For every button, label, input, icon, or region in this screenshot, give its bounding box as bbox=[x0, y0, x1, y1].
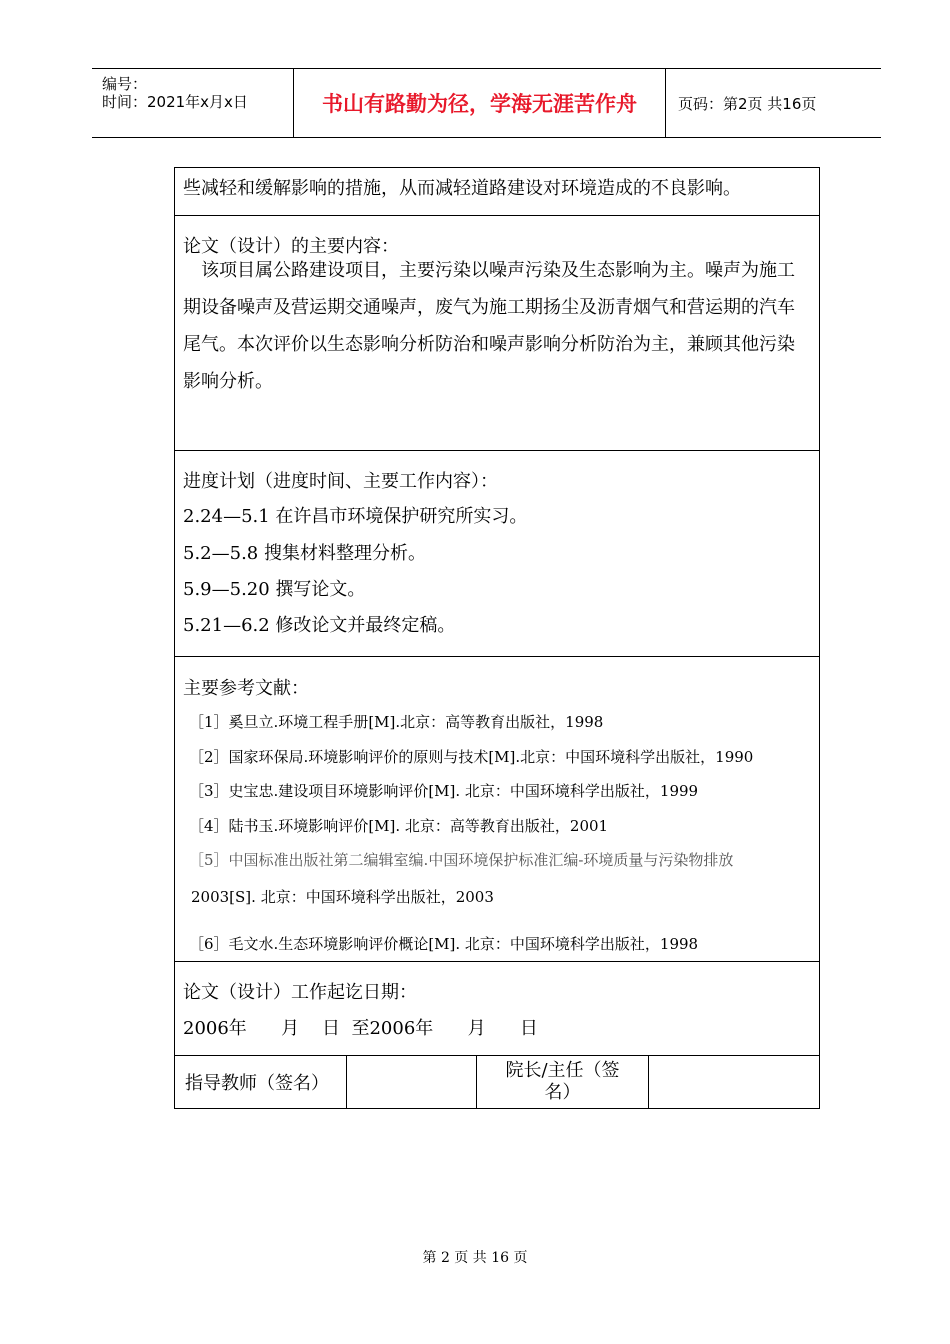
advisor-signature-cell bbox=[347, 1056, 477, 1108]
reference-item: ［3］史宝忠.建设项目环境影响评价[M]. 北京：中国环境科学出版社，1999 bbox=[189, 782, 699, 800]
continuation-text: 些减轻和缓解影响的措施，从而减轻道路建设对环境造成的不良影响。 bbox=[183, 178, 741, 199]
proposal-table bbox=[174, 167, 820, 1109]
reference-item: ［6］毛文水.生态环境影响评价概论[M]. 北京：中国环境科学出版社，1998 bbox=[189, 935, 699, 953]
reference-item: ［5］中国标准出版社第二编辑室编.中国环境保护标准汇编-环境质量与污染物排放 bbox=[189, 851, 734, 869]
number-label: 编号： bbox=[102, 75, 148, 93]
reference-item: ［4］陆书玉.环境影响评价[M]. 北京：高等教育出版社，2001 bbox=[189, 817, 609, 835]
advisor-label: 指导教师（签名） bbox=[175, 1056, 347, 1108]
schedule-row bbox=[175, 451, 819, 657]
content-title: 论文（设计）的主要内容： bbox=[183, 236, 399, 257]
dates-value: 2006年 月 日 至2006年 月 日 bbox=[183, 1018, 538, 1039]
page-footer: 第 2 页 共 16 页 bbox=[422, 1250, 528, 1266]
header-meta bbox=[92, 69, 294, 137]
references-row bbox=[175, 657, 819, 962]
dean-signature-cell bbox=[649, 1056, 819, 1108]
time-label: 时间：2021年x月x日 bbox=[102, 93, 248, 111]
continuation-row bbox=[175, 168, 819, 216]
reference-item: ［2］国家环保局.环境影响评价的原则与技术[M].北京：中国环境科学出版社，1990 bbox=[189, 748, 754, 766]
references-title: 主要参考文献： bbox=[183, 678, 309, 699]
signature-row bbox=[175, 1056, 819, 1108]
schedule-item: 5.21—6.2 修改论文并最终定稿。 bbox=[183, 615, 456, 636]
content-body: 该项目属公路建设项目，主要污染以噪声污染及生态影响为主。噪声为施工期设备噪声及营运期交通噪声，废气为施工期扬尘及沥青烟气和营运期的汽车尾气。本次评价以生态影响分析防治和噪声影响分析防治为主，兼顾其他污染影响分析。 bbox=[183, 260, 795, 392]
schedule-item: 2.24—5.1 在许昌市环境保护研究所实习。 bbox=[183, 506, 528, 527]
schedule-title: 进度计划（进度时间、主要工作内容）： bbox=[183, 471, 498, 492]
header-motto: 书山有路勤为径，学海无涯苦作舟 bbox=[294, 69, 666, 137]
dean-label: 院长/主任（签名） bbox=[477, 1056, 649, 1108]
main-content-row bbox=[175, 216, 819, 451]
header-page-info: 页码：第2页 共16页 bbox=[678, 94, 817, 113]
reference-item-continued: 2003[S]. 北京：中国环境科学出版社，2003 bbox=[191, 888, 494, 906]
schedule-item: 5.9—5.20 撰写论文。 bbox=[183, 579, 366, 600]
schedule-item: 5.2—5.8 搜集材料整理分析。 bbox=[183, 543, 426, 564]
page-header bbox=[92, 68, 881, 138]
dates-row bbox=[175, 962, 819, 1056]
reference-item: ［1］奚旦立.环境工程手册[M].北京：高等教育出版社，1998 bbox=[189, 713, 604, 731]
dates-title: 论文（设计）工作起讫日期： bbox=[183, 982, 417, 1003]
